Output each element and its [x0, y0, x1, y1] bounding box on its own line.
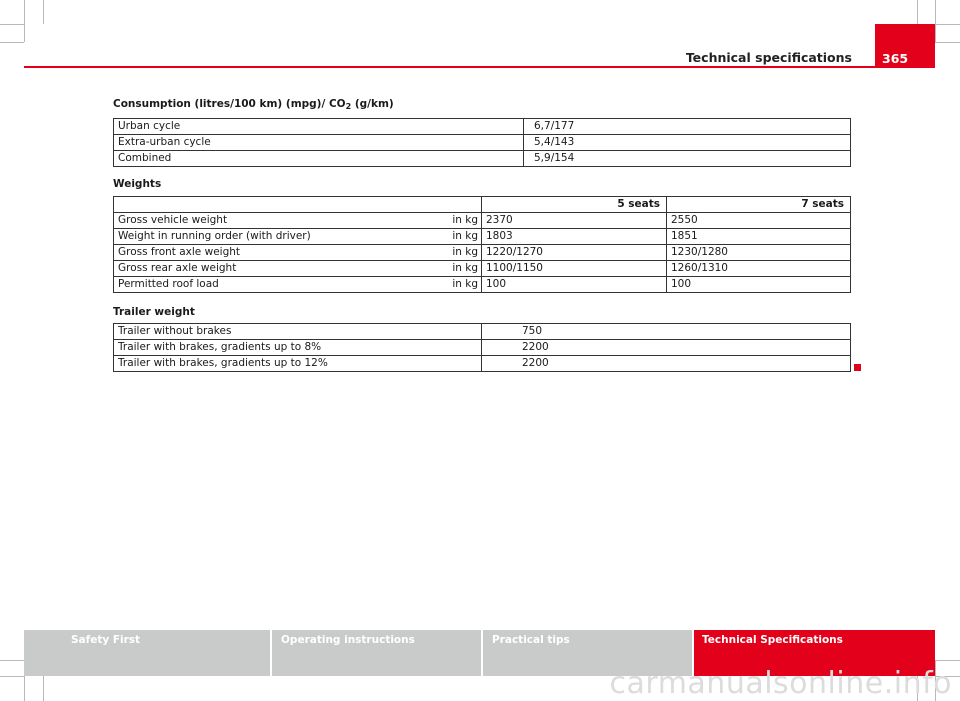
tab-label: Safety First — [71, 634, 141, 646]
row-unit: in kg — [434, 277, 482, 293]
row-value: 5,9/154 — [524, 151, 851, 167]
table-row — [114, 151, 851, 167]
page-number: 365 — [875, 24, 935, 68]
value-7-seats: 100 — [667, 277, 851, 293]
value-5-seats: 100 — [482, 277, 667, 293]
table-row — [114, 356, 851, 372]
crop-mark — [935, 42, 960, 43]
row-value: 2200 — [482, 356, 851, 372]
weights-heading: Weights — [113, 178, 162, 190]
crop-mark — [43, 0, 44, 24]
table-row — [114, 277, 851, 293]
tab-safety-first[interactable] — [24, 630, 270, 676]
tab-label: Practical tips — [492, 634, 570, 646]
row-label: Gross rear axle weight — [114, 261, 434, 277]
row-label: Permitted roof load — [114, 277, 434, 293]
table-row — [114, 229, 851, 245]
row-value: 750 — [482, 324, 851, 340]
table-header-row — [114, 197, 851, 213]
row-value: 2200 — [482, 340, 851, 356]
consumption-heading — [113, 98, 394, 111]
crop-mark — [0, 676, 24, 677]
row-value: 5,4/143 — [524, 135, 851, 151]
column-header-5-seats: 5 seats — [482, 197, 667, 213]
tab-operating-instructions[interactable] — [272, 630, 481, 676]
table-row — [114, 245, 851, 261]
consumption-heading-text: Consumption (litres/100 km) (mpg)/ CO — [113, 98, 346, 110]
table-row — [114, 119, 851, 135]
weights-table — [113, 196, 851, 293]
row-unit: in kg — [434, 213, 482, 229]
value-7-seats: 2550 — [667, 213, 851, 229]
tab-label: Technical Specifications — [702, 634, 843, 646]
section-title: Technical specifications — [685, 50, 852, 65]
row-unit: in kg — [434, 245, 482, 261]
value-5-seats: 1100/1150 — [482, 261, 667, 277]
crop-mark — [935, 24, 960, 25]
row-value: 6,7/177 — [524, 119, 851, 135]
value-7-seats: 1260/1310 — [667, 261, 851, 277]
crop-mark — [0, 24, 24, 25]
trailer-heading: Trailer weight — [113, 306, 195, 318]
crop-mark — [935, 0, 936, 42]
row-label: Gross vehicle weight — [114, 213, 434, 229]
value-5-seats: 1220/1270 — [482, 245, 667, 261]
row-label: Trailer without brakes — [114, 324, 482, 340]
consumption-table — [113, 118, 851, 167]
row-unit: in kg — [434, 261, 482, 277]
crop-mark — [917, 0, 918, 24]
value-5-seats: 2370 — [482, 213, 667, 229]
row-label: Weight in running order (with driver) — [114, 229, 434, 245]
table-row — [114, 213, 851, 229]
value-5-seats: 1803 — [482, 229, 667, 245]
crop-mark — [43, 676, 44, 701]
table-row — [114, 340, 851, 356]
tab-label: Operating instructions — [281, 634, 415, 646]
column-header-7-seats: 7 seats — [667, 197, 851, 213]
row-label: Gross front axle weight — [114, 245, 434, 261]
crop-mark — [0, 660, 24, 661]
table-row — [114, 135, 851, 151]
watermark: carmanualsonline.info — [609, 666, 952, 701]
crop-mark — [24, 0, 25, 42]
row-unit: in kg — [434, 229, 482, 245]
table-row — [114, 261, 851, 277]
consumption-heading-unit: (g/km) — [351, 98, 394, 110]
value-7-seats: 1851 — [667, 229, 851, 245]
crop-mark — [935, 660, 960, 661]
row-label: Combined — [114, 151, 524, 167]
row-label: Urban cycle — [114, 119, 524, 135]
row-label: Trailer with brakes, gradients up to 12% — [114, 356, 482, 372]
crop-mark — [0, 42, 24, 43]
value-7-seats: 1230/1280 — [667, 245, 851, 261]
header-rule — [24, 66, 935, 68]
section-end-marker — [854, 364, 861, 371]
trailer-table — [113, 323, 851, 372]
co2-subscript: 2 — [345, 102, 352, 111]
row-label: Extra-urban cycle — [114, 135, 524, 151]
row-label: Trailer with brakes, gradients up to 8% — [114, 340, 482, 356]
table-row — [114, 324, 851, 340]
